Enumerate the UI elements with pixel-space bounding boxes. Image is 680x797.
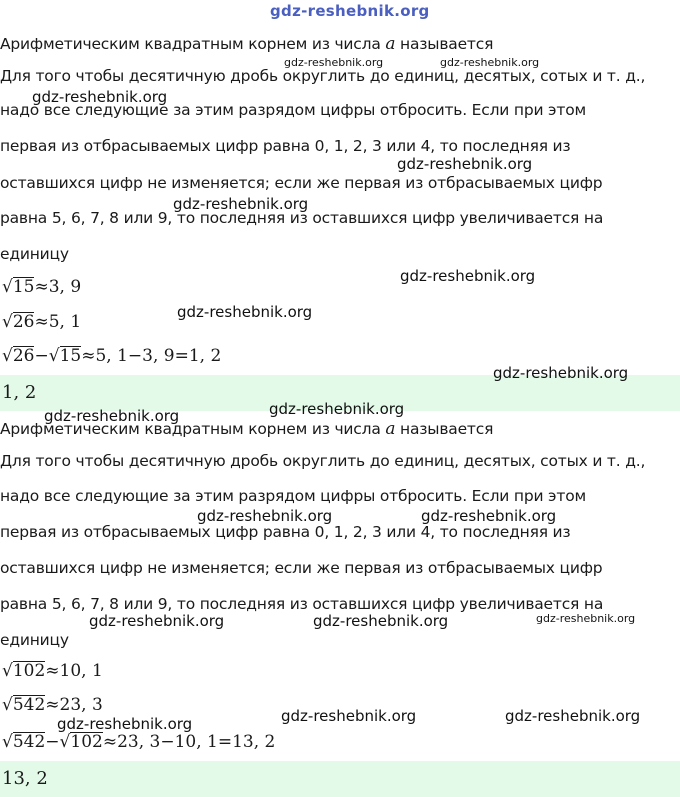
rule-line: единицу — [0, 631, 69, 649]
formula-difference — [2, 732, 275, 752]
formula-result: ≈23, 3−10, 1=13, 2 — [102, 732, 276, 752]
radicand: 15 — [12, 277, 35, 297]
sqrt-symbol: √ — [2, 695, 13, 715]
radicand: 102 — [70, 732, 103, 752]
rule-line: первая из отбрасываемых цифр равна 0, 1, 2, 3 или 4, то последняя из — [0, 137, 571, 155]
rule-line: равна 5, 6, 7, 8 или 9, то последняя из оставшихся цифр увеличивается на — [0, 209, 604, 227]
rule-line: единицу — [0, 245, 69, 263]
rule-line: Для того чтобы десятичную дробь округлить до единиц, десятых, сотых и т. д., — [0, 67, 646, 85]
answer-value: 13, 2 — [2, 768, 48, 789]
definition-variable: a — [385, 34, 396, 54]
watermark: gdz-reshebnik.org — [421, 507, 557, 525]
watermark: gdz-reshebnik.org — [440, 56, 540, 69]
watermark: gdz-reshebnik.org — [397, 155, 533, 173]
answer-value: 1, 2 — [2, 382, 37, 403]
sqrt-symbol: √ — [59, 732, 71, 752]
watermark: gdz-reshebnik.org — [177, 303, 313, 321]
formula-sqrt-approx — [2, 312, 81, 332]
formula-result: ≈23, 3 — [45, 695, 103, 715]
rule-line: надо все следующие за этим разрядом цифры отбросить. Если при этом — [0, 101, 586, 119]
definition-prefix: Арифметическим квадратным корнем из числа — [0, 420, 381, 438]
watermark: gdz-reshebnik.org — [32, 88, 168, 106]
radicand: 26 — [12, 312, 35, 332]
watermark: gdz-reshebnik.org — [173, 195, 309, 213]
rule-line: оставшихся цифр не изменяется; если же первая из отбрасываемых цифр — [0, 559, 603, 577]
formula-result: ≈5, 1 — [34, 312, 82, 332]
sqrt-symbol: √ — [2, 346, 13, 366]
rule-line: Для того чтобы десятичную дробь округлить до единиц, десятых, сотых и т. д., — [0, 452, 646, 470]
definition-suffix: называется — [400, 420, 494, 438]
watermark: gdz-reshebnik.org — [536, 612, 636, 625]
watermark: gdz-reshebnik.org — [89, 612, 225, 630]
rule-line: оставшихся цифр не изменяется; если же первая из отбрасываемых цифр — [0, 174, 603, 192]
watermark: gdz-reshebnik.org — [269, 400, 405, 418]
radicand: 542 — [12, 695, 46, 715]
formula-sqrt-approx — [2, 661, 103, 681]
watermark: gdz-reshebnik.org — [313, 612, 449, 630]
formula-sqrt-approx — [2, 695, 103, 715]
definition-suffix: называется — [400, 35, 494, 53]
formula-sqrt-approx — [2, 277, 81, 297]
radicand: 15 — [59, 346, 82, 366]
watermark: gdz-reshebnik.org — [44, 407, 180, 425]
rule-line: надо все следующие за этим разрядом цифры отбросить. Если при этом — [0, 487, 586, 505]
watermark: gdz-reshebnik.org — [284, 56, 384, 69]
formula-result: ≈3, 9 — [34, 277, 82, 297]
rule-line: первая из отбрасываемых цифр равна 0, 1, 2, 3 или 4, то последняя из — [0, 523, 571, 541]
sqrt-symbol: √ — [2, 312, 13, 332]
radicand: 102 — [12, 661, 46, 681]
watermark: gdz-reshebnik.org — [505, 707, 641, 725]
definition-prefix: Арифметическим квадратным корнем из числа — [0, 35, 381, 53]
minus-sign: − — [45, 732, 60, 752]
formula-difference — [2, 346, 221, 366]
watermark: gdz-reshebnik.org — [493, 364, 629, 382]
sqrt-symbol: √ — [2, 661, 13, 681]
radicand: 542 — [12, 732, 46, 752]
site-header[interactable]: gdz-reshebnik.org — [270, 2, 430, 20]
radicand: 26 — [12, 346, 35, 366]
minus-sign: − — [34, 346, 49, 366]
sqrt-symbol: √ — [2, 732, 13, 752]
formula-result: ≈10, 1 — [45, 661, 103, 681]
definition-variable: a — [385, 419, 396, 439]
definition-line — [0, 34, 493, 54]
watermark: gdz-reshebnik.org — [281, 707, 417, 725]
rule-line: равна 5, 6, 7, 8 или 9, то последняя из оставшихся цифр увеличивается на — [0, 595, 604, 613]
formula-result: ≈5, 1−3, 9=1, 2 — [81, 346, 222, 366]
sqrt-symbol: √ — [48, 346, 60, 366]
watermark: gdz-reshebnik.org — [400, 267, 536, 285]
answer-box — [0, 761, 680, 797]
watermark: gdz-reshebnik.org — [57, 715, 193, 733]
watermark: gdz-reshebnik.org — [197, 507, 333, 525]
sqrt-symbol: √ — [2, 277, 13, 297]
